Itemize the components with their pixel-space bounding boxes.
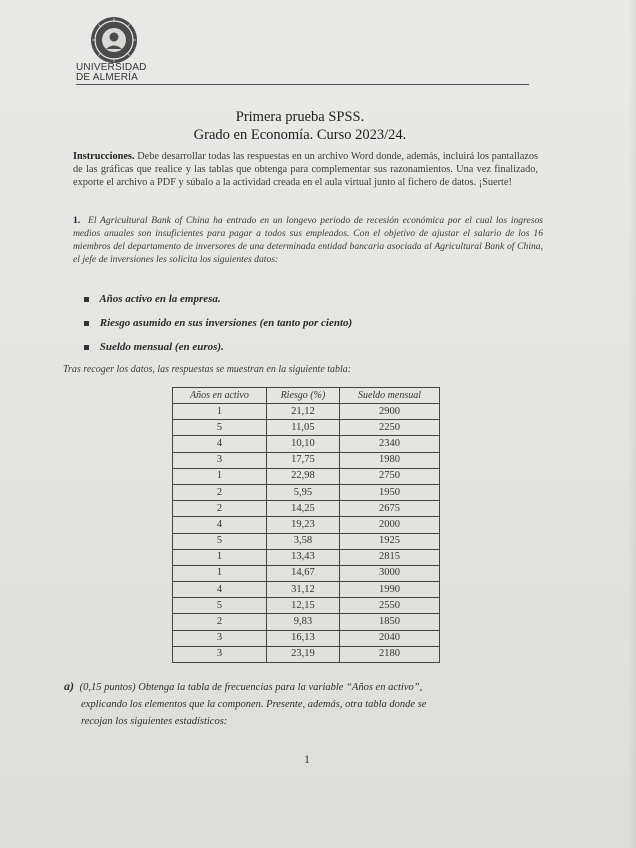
instructions-paragraph [73,150,538,189]
cell-years: 1 [173,404,267,420]
cell-salary: 3000 [339,565,439,581]
cell-risk: 19,23 [266,517,339,533]
part-a-text-line3: recojan los siguientes estadísticos: [81,716,228,727]
cell-salary: 2750 [339,468,439,484]
cell-risk: 17,75 [266,452,339,468]
cell-years: 5 [173,533,267,549]
column-header-risk: Riesgo (%) [266,388,339,404]
cell-years: 2 [173,614,267,630]
bullet-text: Años activo en la empresa. [99,293,221,305]
instructions-text: Debe desarrollar todas las respuestas en un archivo Word donde, además, incluirá los pantallazos de las gráficas que realice y las tablas que obtenga para complementar sus razonamientos. Una vez finalizado, exporte el archivo a PDF y súbalo a la actividad creada en el aula virtual junto al fichero de datos. ¡Suerte! [73,151,539,188]
part-a-points: (0,15 puntos) [79,682,136,693]
cell-risk: 16,13 [266,630,339,646]
cell-years: 3 [173,630,267,646]
cell-risk: 22,98 [266,468,339,484]
table-row [173,630,440,646]
page-number: 1 [304,752,310,766]
cell-years: 1 [173,468,267,484]
cell-risk: 11,05 [266,420,339,436]
cell-years: 3 [173,452,267,468]
bullet-square-icon [84,297,89,302]
cell-salary: 1990 [339,582,439,598]
cell-risk: 9,83 [266,614,339,630]
table-row [173,517,440,533]
cell-years: 4 [173,582,267,598]
table-row [173,468,440,484]
cell-salary: 1925 [339,533,439,549]
cell-salary: 2180 [339,646,439,662]
cell-years: 2 [173,501,267,517]
cell-years: 1 [173,565,267,581]
table-row [173,565,440,581]
header-divider [76,84,529,85]
table-row [173,420,440,436]
table-row [173,598,440,614]
cell-years: 4 [173,436,267,452]
data-table [172,387,440,663]
part-a-text-line2: explicando los elementos que la componen. Presente, además, otra tabla donde se [81,699,427,710]
cell-salary: 2000 [339,517,439,533]
cell-risk: 31,12 [266,582,339,598]
cell-years: 3 [173,646,267,662]
cell-risk: 10,10 [266,436,339,452]
university-name-line2: DE ALMERÍA [76,72,139,83]
university-name [76,63,147,83]
document-title: Primera prueba SPSS. [235,109,365,125]
bullet-text: Riesgo asumido en sus inversiones (en tanto por ciento) [99,317,353,329]
university-seal-logo [88,15,140,65]
cell-salary: 2900 [339,404,439,420]
table-intro-text: Tras recoger los datos, las respuestas se muestran en la siguiente tabla: [63,364,352,375]
cell-salary: 2815 [339,549,439,565]
cell-risk: 12,15 [266,598,339,614]
cell-years: 5 [173,420,267,436]
table-row [173,533,440,549]
table-row [173,404,440,420]
bullet-text: Sueldo mensual (en euros). [99,341,224,353]
bullet-item [84,341,224,353]
cell-salary: 1950 [339,484,439,500]
part-a-text-line1: Obtenga la tabla de frecuencias para la variable “Años en activo”, [138,682,423,693]
table-row [173,614,440,630]
table-header-row [173,388,440,404]
cell-salary: 2250 [339,420,439,436]
cell-years: 4 [173,517,267,533]
cell-risk: 14,25 [266,501,339,517]
university-name-line1: UNIVERSIDAD [76,62,147,73]
bullet-square-icon [84,321,89,326]
cell-salary: 2675 [339,501,439,517]
cell-salary: 2340 [339,436,439,452]
part-a-label: a) [64,679,74,693]
table-row [173,582,440,598]
cell-risk: 14,67 [266,565,339,581]
part-a-paragraph [64,678,569,730]
cell-risk: 5,95 [266,484,339,500]
table-row [173,646,440,662]
cell-years: 2 [173,484,267,500]
table-row [173,436,440,452]
document-subtitle: Grado en Economía. Curso 2023/24. [193,127,407,143]
table-row [173,452,440,468]
cell-salary: 1980 [339,452,439,468]
table-row [173,501,440,517]
column-header-salary: Sueldo mensual [339,388,439,404]
cell-salary: 1850 [339,614,439,630]
cell-risk: 3,58 [266,533,339,549]
cell-years: 1 [173,549,267,565]
column-header-years: Años en activo [173,388,267,404]
cell-risk: 23,19 [266,646,339,662]
bullet-item [84,317,352,329]
cell-risk: 21,12 [266,404,339,420]
page-edge-shadow [628,0,636,848]
cell-risk: 13,43 [266,549,339,565]
question-1-number: 1. [73,215,81,226]
cell-salary: 2040 [339,630,439,646]
table-body [173,404,440,663]
bullet-square-icon [84,345,89,350]
bullet-item [84,293,221,305]
cell-salary: 2550 [339,598,439,614]
cell-years: 5 [173,598,267,614]
instructions-label: Instrucciones. [73,151,135,162]
question-1-paragraph [73,214,543,266]
table-row [173,484,440,500]
question-1-text: El Agricultural Bank of China ha entrado en un longevo periodo de recesión económica por el cual los ingresos medios anuales son insuficientes para pagar a todos sus empleados. Con el objetivo de ajustar el salario de los 16 miembros del departamento de inversores de una determinada entidad bancaria asociada al Agricultural Bank of China, el jefe de inversiones les solicita los siguientes datos: [73,215,543,265]
table-row [173,549,440,565]
